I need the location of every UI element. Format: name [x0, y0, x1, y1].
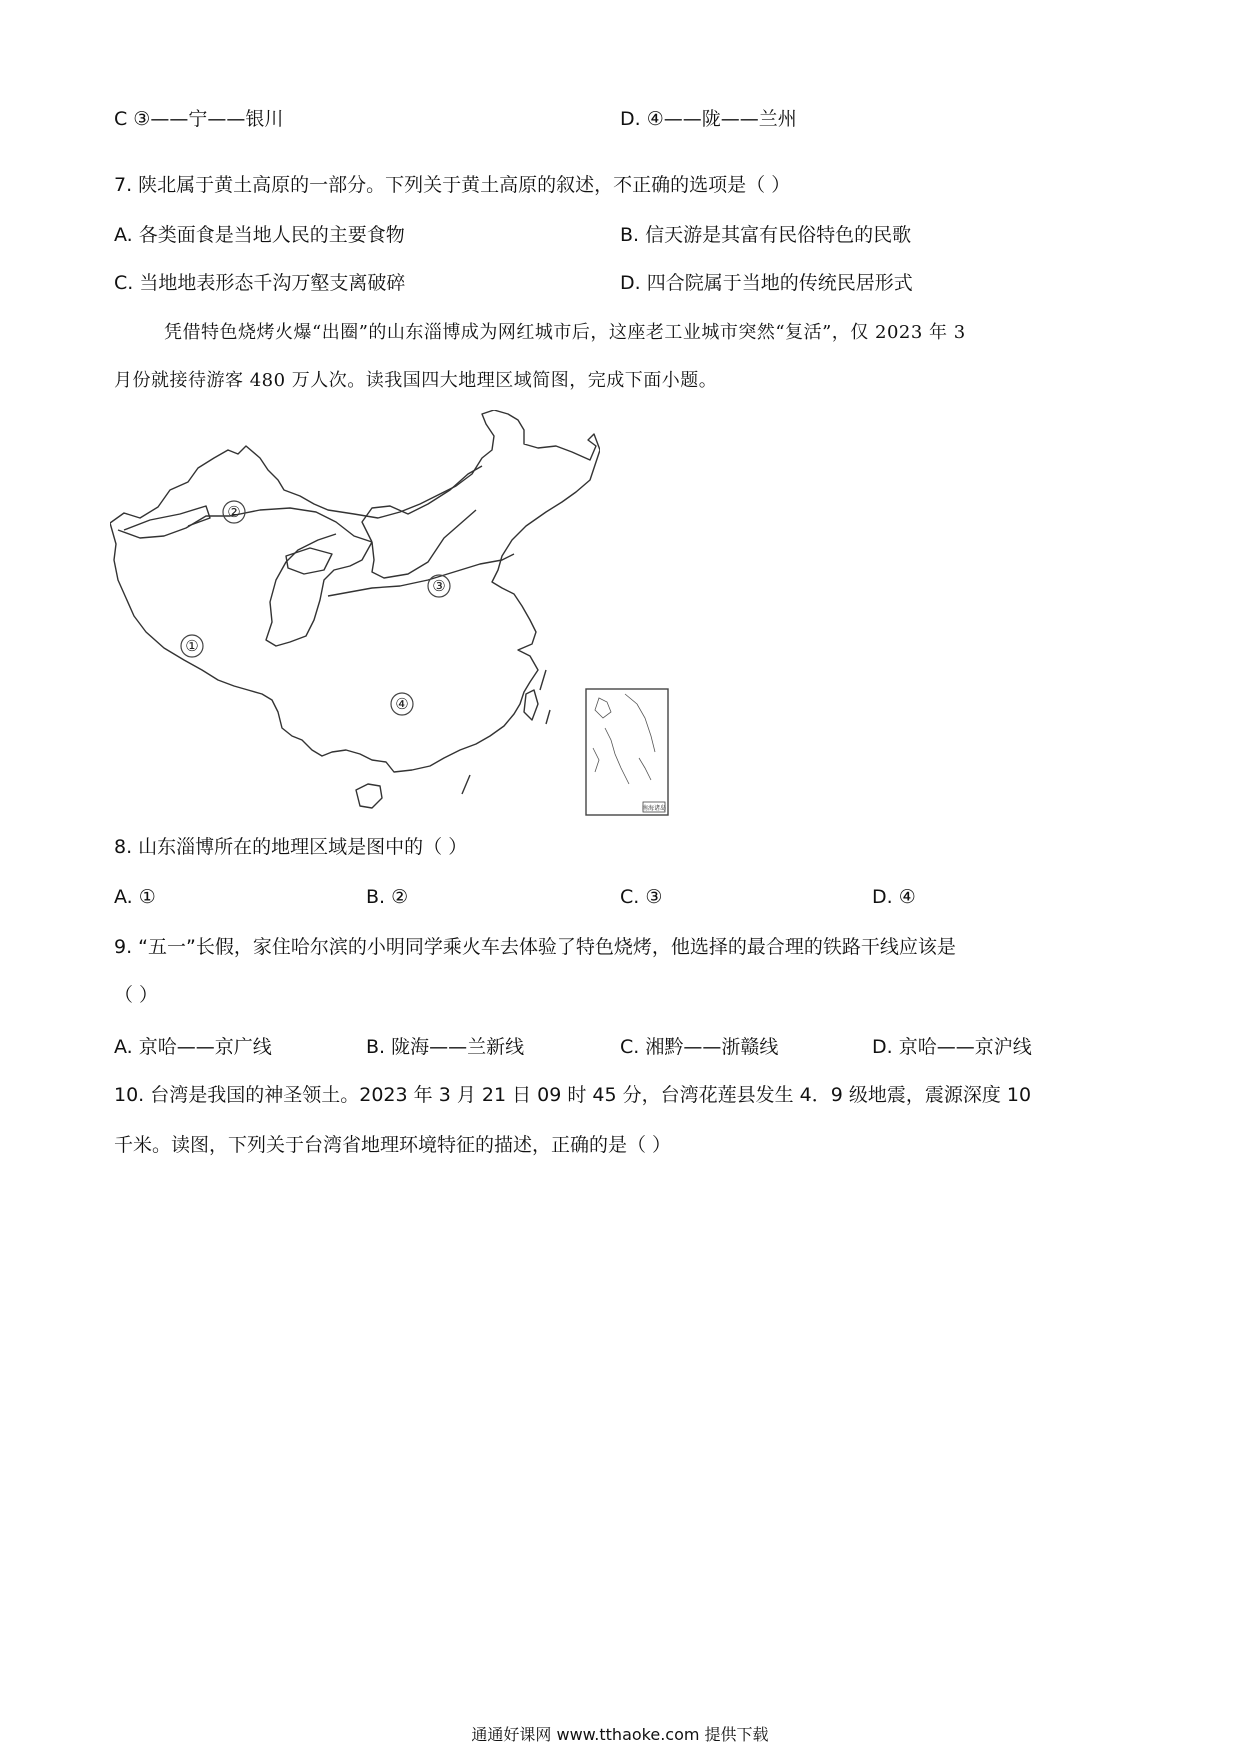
- passage-line-2: 月份就接待游客 480 万人次。读我国四大地理区域简图，完成下面小题。: [114, 370, 718, 391]
- q7-option-d: D. 四合院属于当地的传统民居形式: [620, 272, 913, 294]
- q7-stem: 7. 陕北属于黄土高原的一部分。下列关于黄土高原的叙述，不正确的选项是（ ）: [114, 174, 791, 196]
- q10-stem-line-2: 千米。读图，下列关于台湾省地理环境特征的描述，正确的是（ ）: [114, 1134, 672, 1156]
- boundary-north-south: [328, 554, 514, 596]
- q7-option-b: B. 信天游是其富有民俗特色的民歌: [620, 224, 912, 246]
- q9-option-a: A. 京哈——京广线: [114, 1036, 272, 1058]
- region-label-4: ④: [395, 695, 409, 713]
- q7-option-c: C. 当地地表形态千沟万壑支离破碎: [114, 272, 406, 294]
- q8-option-a: A. ①: [114, 886, 156, 908]
- boundary-northwest-north: [362, 466, 482, 542]
- sea-boundary-dash: [540, 670, 546, 690]
- q7-option-a: A. 各类面食是当地人民的主要食物: [114, 224, 405, 246]
- sea-boundary-dash: [462, 775, 470, 794]
- china-regions-map: [110, 410, 600, 815]
- footer-credit: 通通好课网 www.tthaoke.com 提供下载: [471, 1725, 769, 1744]
- q8-option-b: B. ②: [366, 886, 409, 908]
- q9-option-b: B. 陇海——兰新线: [366, 1036, 525, 1058]
- q9-stem-cont: （ ）: [114, 984, 159, 1006]
- q6-option-c: C ③——宁——银川: [114, 108, 284, 130]
- q9-option-c: C. 湘黔——浙赣线: [620, 1036, 779, 1058]
- inset-label: 南海诸岛: [641, 805, 667, 812]
- region-3-boundary: [372, 510, 476, 578]
- region-label-2: ②: [227, 503, 241, 521]
- hainan-island: [356, 784, 382, 808]
- q10-stem-line-1: 10. 台湾是我国的神圣领土。2023 年 3 月 21 日 09 时 45 分，台湾花莲县发生 4．9 级地震，震源深度 10: [114, 1084, 1032, 1106]
- passage-line-1: 凭借特色烧烤火爆“出圈”的山东淄博成为网红城市后，这座老工业城市突然“复活”，仅 2023 年 3: [164, 322, 966, 343]
- region-label-1: ①: [185, 637, 199, 655]
- q8-stem: 8. 山东淄博所在的地理区域是图中的（ ）: [114, 836, 468, 858]
- south-sea-inset: [585, 688, 669, 816]
- taiwan-island: [524, 690, 538, 720]
- sea-boundary-dash: [546, 710, 550, 724]
- q8-option-c: C. ③: [620, 886, 663, 908]
- q9-option-d: D. 京哈——京沪线: [872, 1036, 1032, 1058]
- qaidam-basin: [286, 548, 332, 574]
- q9-stem: 9. “五一”长假，家住哈尔滨的小明同学乘火车去体验了特色烧烤，他选择的最合理的铁路干线应该是: [114, 936, 956, 958]
- region-label-3: ③: [432, 577, 446, 595]
- q8-option-d: D. ④: [872, 886, 916, 908]
- tarim-basin: [124, 506, 210, 530]
- q6-option-d: D. ④——陇——兰州: [620, 108, 797, 130]
